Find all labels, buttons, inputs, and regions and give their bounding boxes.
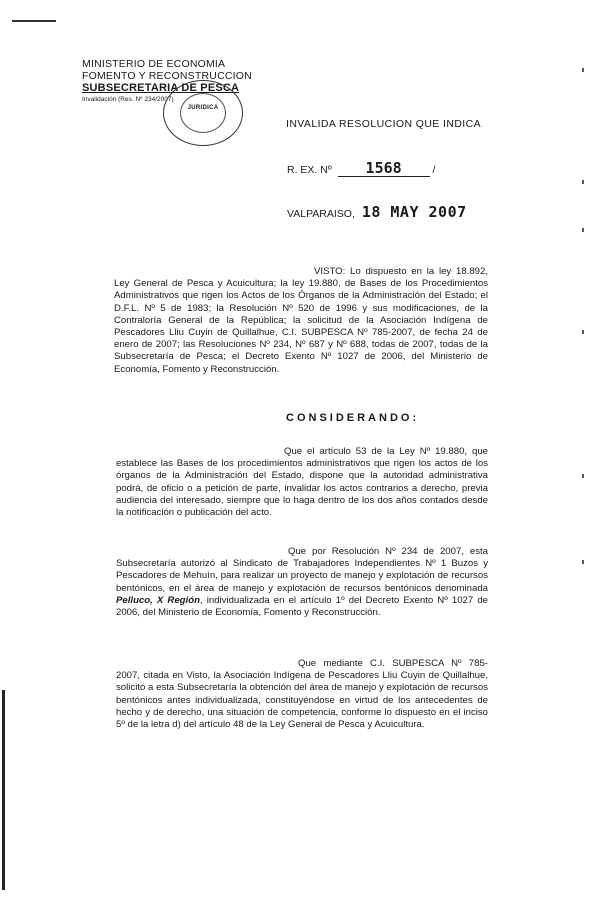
date-stamp: 18 MAY 2007 <box>361 203 467 221</box>
ministry-name: MINISTERIO DE ECONOMIA <box>82 58 226 70</box>
seal-inner-ring <box>180 93 226 133</box>
place-date-line <box>287 203 467 221</box>
legal-department-seal <box>163 80 243 146</box>
resolution-number-line <box>287 160 435 177</box>
visto-paragraph: VISTO: Lo dispuesto en la ley 18.892, Ley General de Pesca y Acuicultura; la ley 19.880, de Bases de los Procedimientos Administrativos que rigen los Actos de los Órganos de la Administración del Estado; el D.F.L. Nº 5 de 1983; la Resolución Nº 520 de 1996 y sus modificaciones, de la Contraloría General de la República; la solicitud de la Asociación Indígena de Pescadores Lliu Cuyin de Quillalhue, C.I. SUBPESCA Nº 785-2007, de fecha 24 de enero de 2007; las Resoluciones Nº 234, Nº 687 y Nº 688, todas de 2007, todas de la Subsecretaría de Pesca; el Decreto Exento Nº 1027 de 2006, del Ministerio de Economía, Fomento y Reconstrucción. <box>114 266 488 375</box>
left-scan-edge <box>2 690 5 890</box>
margin-dot <box>582 474 584 478</box>
resolution-subject: INVALIDA RESOLUCION QUE INDICA <box>286 118 482 130</box>
reference-note: Invalidación (Res. Nº 234/2007) <box>82 96 174 103</box>
resolution-suffix: / <box>432 164 436 176</box>
top-margin-mark <box>12 20 56 22</box>
margin-dot <box>582 560 584 564</box>
margin-dot <box>582 330 584 334</box>
paragraph-text: Que por Resolución Nº 234 de 2007, esta Subsecretaría autorizó al Sindicato de Trabajadores Independientes Nº 1 Buzos y Pescadores de Mehuín, para realizar un proyecto de manejo y explotación de recursos bentónicos, en el área de manejo y explotación de recursos bentónicos denominada <box>116 546 488 594</box>
paragraph-text: , individualizada en el artículo 1º del Decreto Exento Nº 1027 de 2006, del Ministerio de Economía, Fomento y Reconstrucción. <box>116 594 488 619</box>
area-name: Pelluco, X Región <box>116 594 200 606</box>
city: VALPARAISO, <box>287 208 355 220</box>
resolution-number: 1568 <box>338 160 430 177</box>
margin-dot <box>582 180 584 184</box>
considerando-paragraph-1: Que el artículo 53 de la Ley Nº 19.880, que establece las Bases de los procedimientos administrativos que rigen los actos de los órganos de la Administración del Estado, dispone que la autoridad administrativa podrá, de oficio o a petición de parte, invalidar los actos contrarios a derecho, previa audiencia del interesado, siempre que lo haga dentro de los dos años contados desde la notificación o publicación del acto. <box>116 446 488 519</box>
considerando-paragraph-2 <box>116 546 488 619</box>
ministry-name-2: FOMENTO Y RECONSTRUCCION <box>82 70 252 82</box>
margin-dot <box>582 68 584 72</box>
considerando-paragraph-3: Que mediante C.I. SUBPESCA Nº 785-2007, citada en Visto, la Asociación Indígena de Pescadores Lliu Cuyin de Quillalhue, solicitó a esta Subsecretaría la obtención del área de manejo y explotación de recursos bentónicos antes individualizada, constituyéndose en virtud de los antecedentes de hecho y de derecho, una situación de competencia, conforme lo dispuesto en el inciso 5º de la letra d) del artículo 48 de la Ley General de Pesca y Acuicultura. <box>116 658 488 731</box>
margin-dot <box>582 228 584 232</box>
seal-text: JURIDICA <box>187 105 219 111</box>
resolution-label: R. EX. Nº <box>287 164 332 176</box>
considerando-heading: CONSIDERANDO: <box>286 412 420 424</box>
undersecretariat-name: SUBSECRETARIA DE PESCA <box>82 82 240 94</box>
